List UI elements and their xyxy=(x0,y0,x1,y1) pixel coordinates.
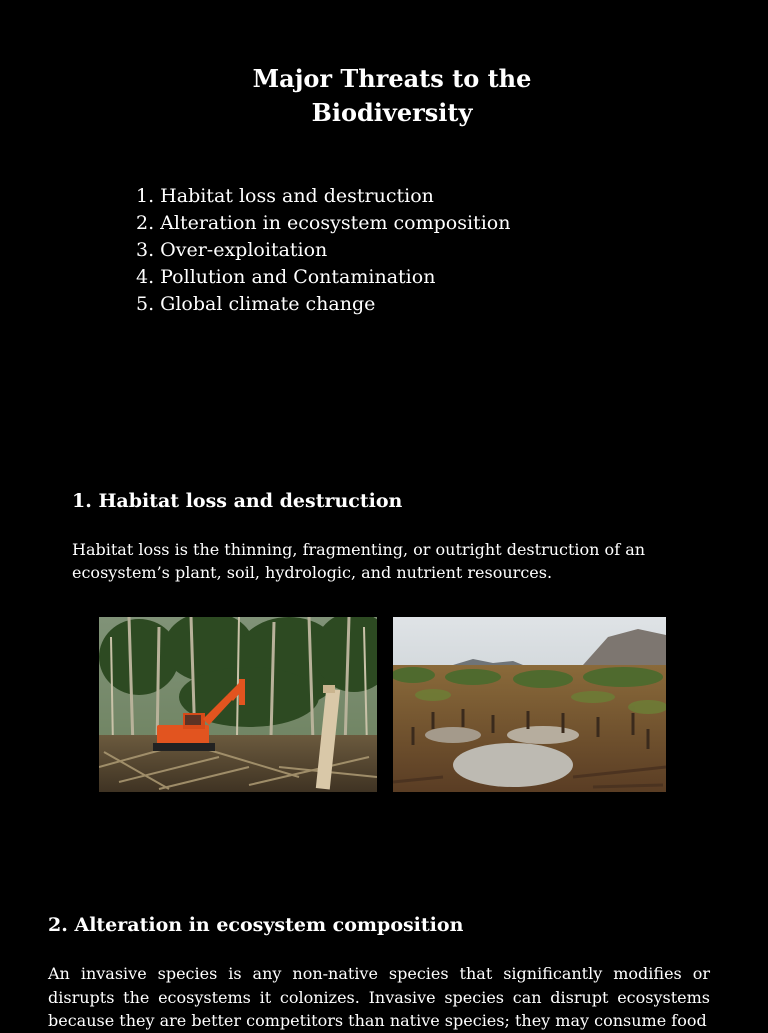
section1-heading: 1. Habitat loss and destruction xyxy=(72,490,403,512)
page-title-line1: Major Threats to the xyxy=(252,64,532,93)
threat-item: 2. Alteration in ecosystem composition xyxy=(136,212,511,234)
section2-paragraph: An invasive species is any non-native species that significantly modifies or disrupts the ecosystems it colonizes. Invasive species can disrupt ecosystems because they are better competitors than native species; they may consume food xyxy=(48,964,710,1030)
threat-item: 3. Over-exploitation xyxy=(136,239,328,261)
page-title xyxy=(0,62,768,130)
excavator-clearing-forest-photo xyxy=(99,617,377,792)
threat-item: 4. Pollution and Contamination xyxy=(136,266,436,288)
threat-list xyxy=(136,183,510,318)
section1-paragraph: Habitat loss is the thinning, fragmenting, or outright destruction of an ecosystem’s plant, soil, hydrologic, and nutrient resources. xyxy=(72,540,646,582)
threat-item: 5. Global climate change xyxy=(136,293,376,315)
burned-cleared-land-photo xyxy=(393,617,666,792)
page-title-line2: Biodiversity xyxy=(311,98,473,127)
section2-heading: 2. Alteration in ecosystem composition xyxy=(48,914,464,936)
threat-item: 1. Habitat loss and destruction xyxy=(136,185,434,207)
